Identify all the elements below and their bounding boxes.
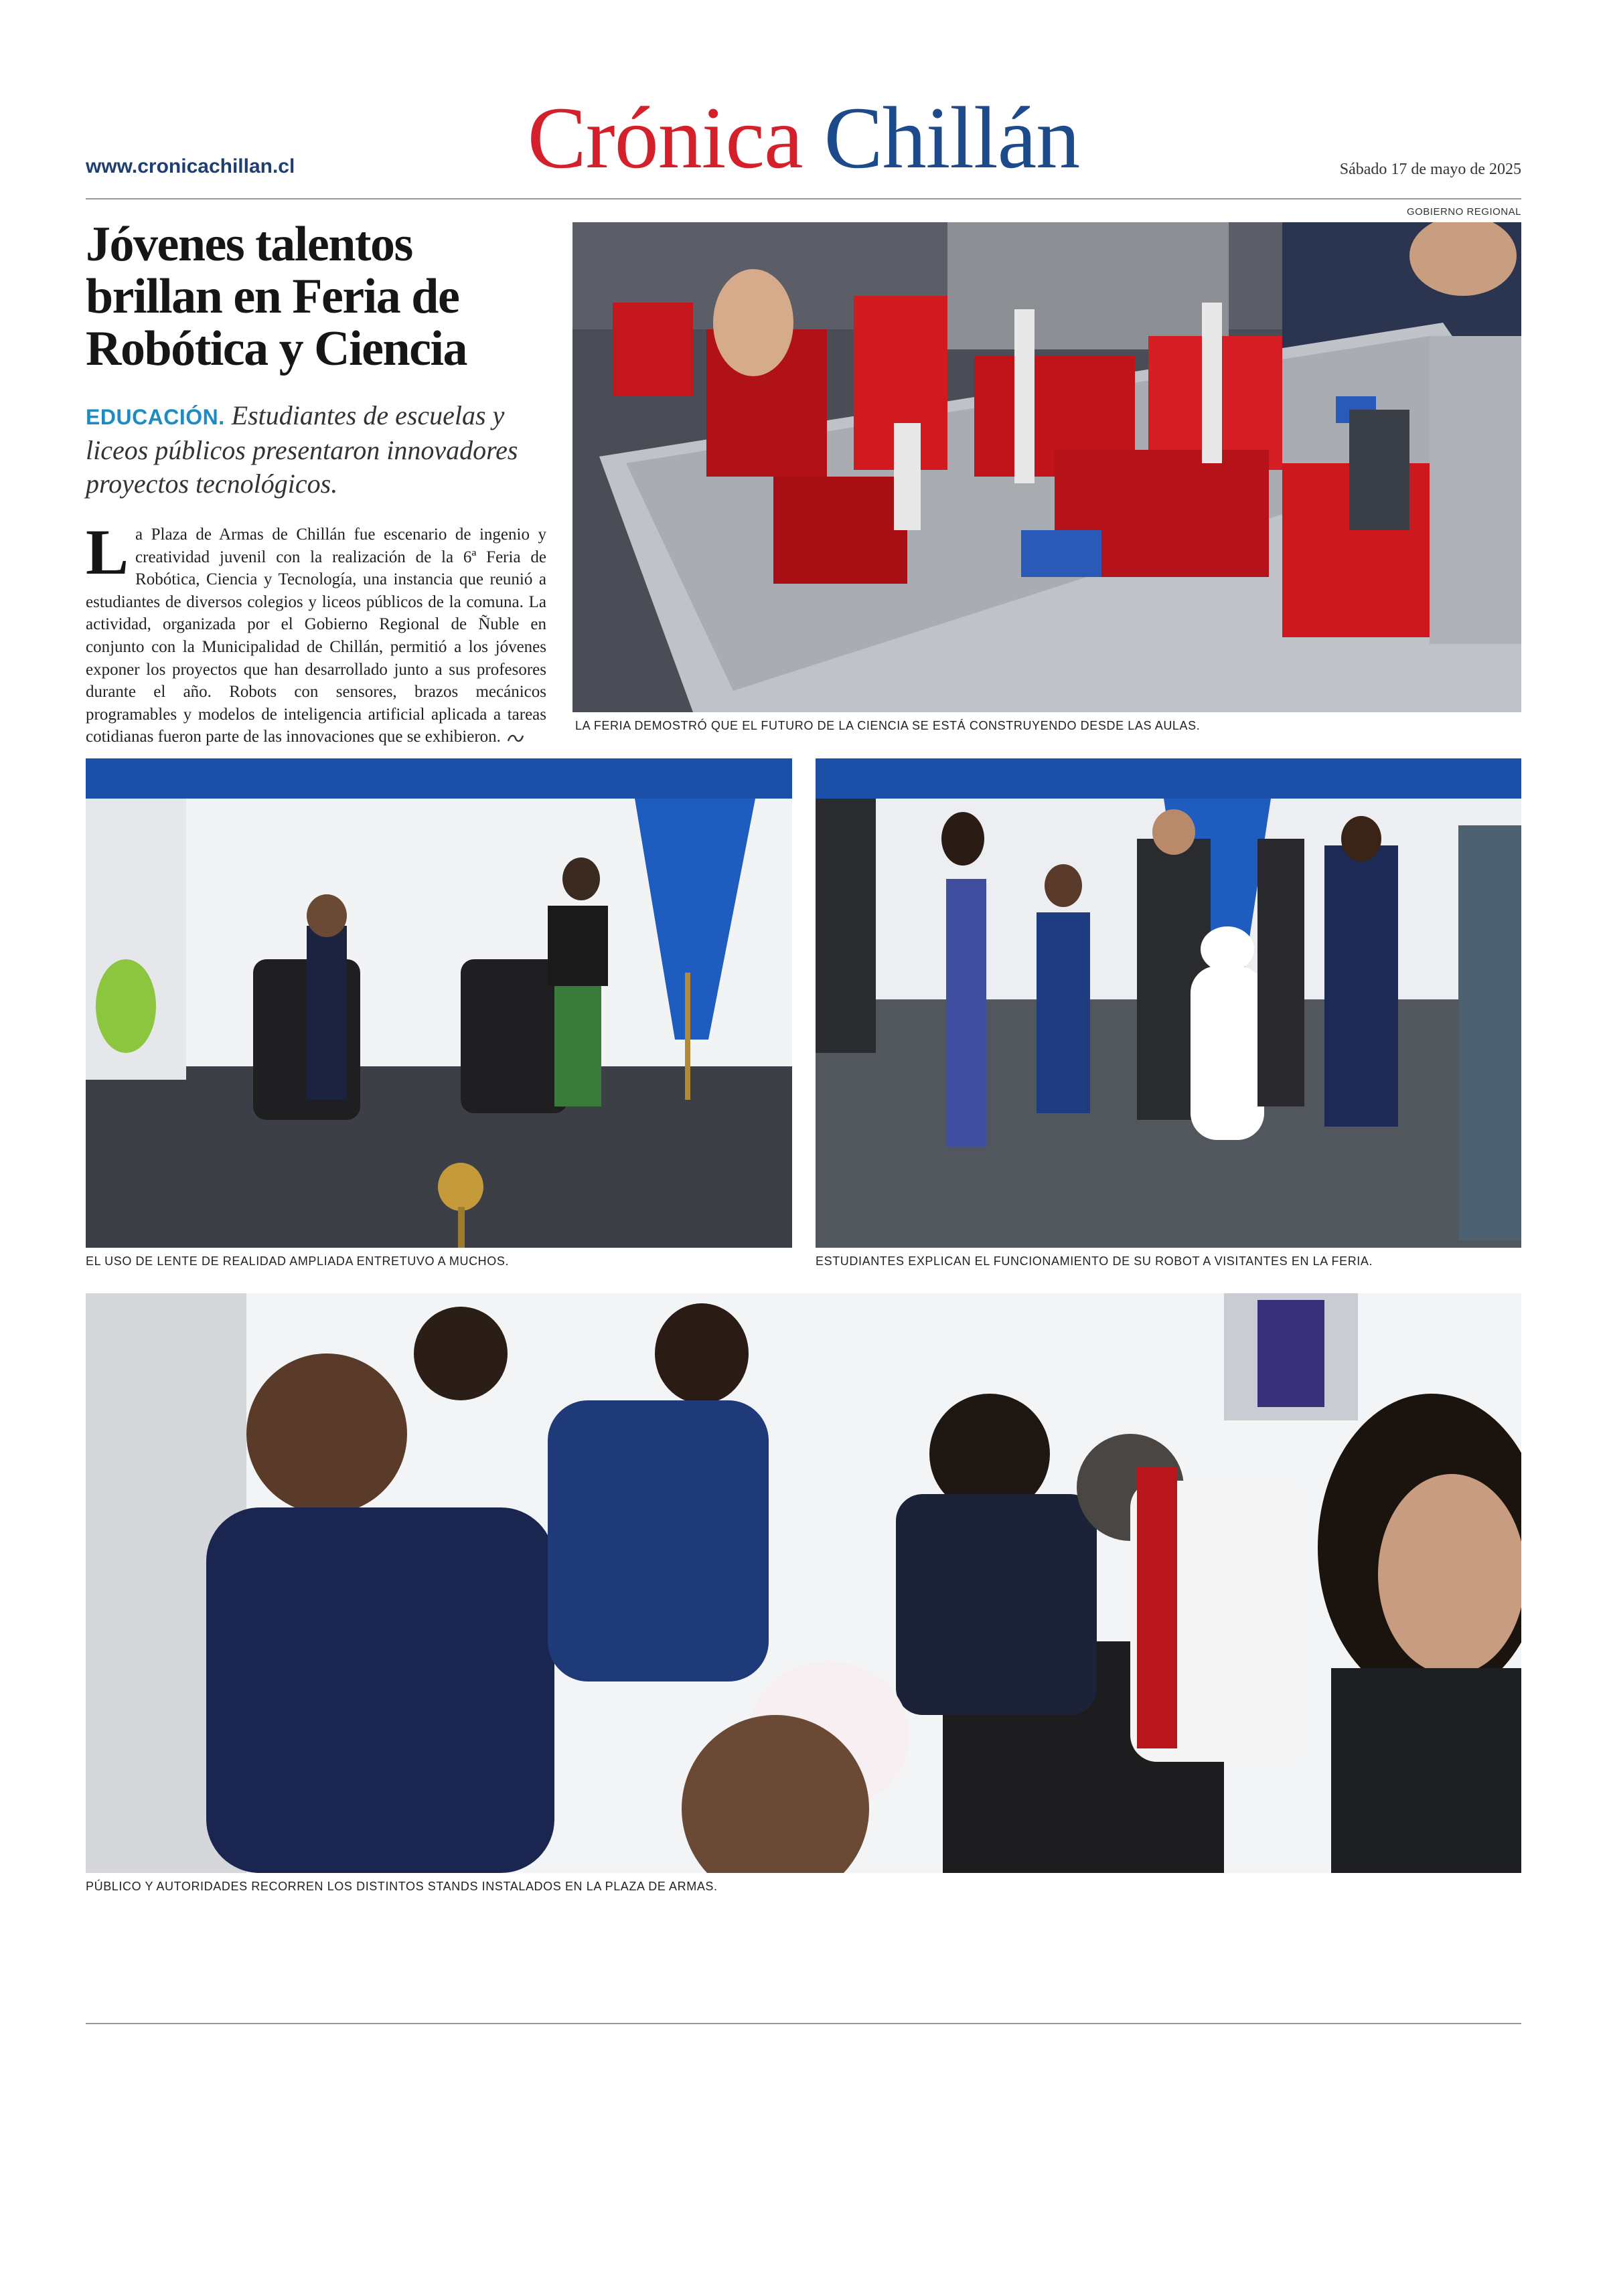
header-rule [86, 198, 1521, 199]
footer-rule [86, 2023, 1521, 2024]
site-url[interactable]: www.cronicachillan.cl [86, 155, 295, 177]
photo-stands [86, 1293, 1521, 1873]
stands-photo-graphic [86, 1293, 1521, 1873]
photo-robotics-model [572, 222, 1521, 712]
photo-credit: GOBIERNO REGIONAL [1406, 206, 1521, 218]
article-headline: Jóvenes talentos brillan en Feria de Robótica y Ciencia [86, 217, 467, 376]
dropcap: L [86, 516, 129, 588]
article-body-text: a Plaza de Armas de Chillán fue escenario de ingenio y creatividad juvenil con la realización de la 6ª Feria de Robótica, Ciencia y Tecnología, una instancia que reunió a estudiantes de diversos colegios y liceos públicos de la comuna. La actividad, organizada por el Gobierno Regional de Ñuble en conjunto con la Municipalidad de Chillán, permitió a los jóvenes exponer los proyectos que han desarrollado junto a sus profesores durante el año. Robots con sensores, brazos mecánicos programables y modelos de inteligencia artificial aplicada a tareas cotidianas fueron parte de las innovaciones que se exhibieron. [86, 525, 546, 746]
caption-robot-demo: ESTUDIANTES EXPLICAN EL FUNCIONAMIENTO DE SU ROBOT A VISITANTES EN LA FERIA. [816, 1254, 1373, 1268]
section-tag: EDUCACIÓN. [86, 405, 225, 429]
robot-demo-photo-graphic [816, 758, 1521, 1248]
article-body [86, 516, 546, 748]
deck-text: Estudiantes de escuelas y liceos públicos presentaron innovadores proyectos tecnológicos. [86, 400, 518, 499]
photo-robot-demo [816, 758, 1521, 1248]
end-mark-icon [506, 733, 525, 744]
robotics-photo-graphic [572, 222, 1521, 712]
vr-photo-graphic [86, 758, 792, 1248]
masthead-word-chillan: Chillán [824, 88, 1080, 187]
caption-stands: PÚBLICO Y AUTORIDADES RECORREN LOS DISTINTOS STANDS INSTALADOS EN LA PLAZA DE ARMAS. [86, 1880, 718, 1893]
photo-vr-experience [86, 758, 792, 1248]
article-deck [86, 399, 541, 501]
caption-robotics: LA FERIA DEMOSTRÓ QUE EL FUTURO DE LA CIENCIA SE ESTÁ CONSTRUYENDO DESDE LAS AULAS. [575, 719, 1201, 732]
masthead-word-cronica: Crónica [527, 88, 803, 187]
publication-date: Sábado 17 de mayo de 2025 [1339, 161, 1521, 178]
caption-vr: EL USO DE LENTE DE REALIDAD AMPLIADA ENTRETUVO A MUCHOS. [86, 1254, 510, 1268]
